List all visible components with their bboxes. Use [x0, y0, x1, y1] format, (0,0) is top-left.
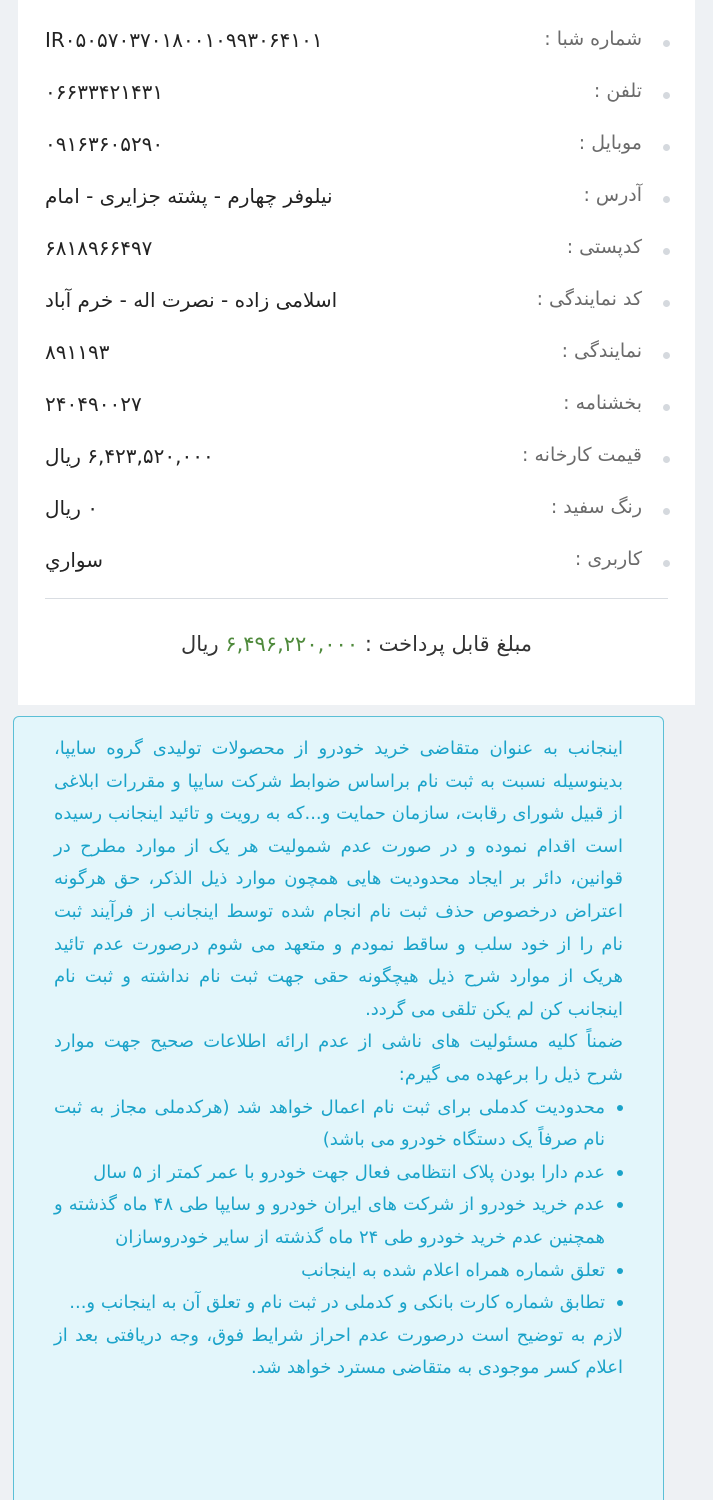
- info-label: قیمت کارخانه :: [522, 444, 642, 466]
- bullet-icon: [663, 560, 670, 567]
- info-label: شماره شبا :: [544, 28, 642, 50]
- info-row-agency: [45, 332, 670, 384]
- bullet-icon: [663, 508, 670, 515]
- bullet-icon: [663, 144, 670, 151]
- terms-footer-text: لازم به توضیح است درصورت عدم احراز شرایط فوق، وجه دریافتی بعد از اعلام کسر موجودی به متقاضی مسترد خواهد شد.: [54, 1324, 623, 1379]
- info-label: رنگ سفید :: [550, 496, 642, 518]
- info-value: ۶۸۱۸۹۶۶۴۹۷: [45, 236, 153, 260]
- info-value: ۰ ریال: [45, 496, 98, 520]
- terms-notice-box: [13, 716, 664, 1500]
- payable-amount-value: ۶,۴۹۶,۲۲۰,۰۰۰: [225, 632, 359, 656]
- info-value: نیلوفر چهارم - پشته جزایری - امام: [45, 184, 333, 208]
- info-value: ۸۹۱۱۹۳: [45, 340, 110, 364]
- info-row-circular: [45, 384, 670, 436]
- terms-condition-item: عدم خرید خودرو از شرکت های ایران خودرو و سایپا طی ۴۸ ماه گذشته و همچنین عدم خرید خودرو طی ۲۴ ماه گذشته از سایر خودروسازان: [54, 1189, 605, 1254]
- terms-conditions-list: [54, 1092, 623, 1320]
- terms-condition-item: تطابق شماره کارت بانکی و کدملی در ثبت نام و تعلق آن به اینجانب و...: [54, 1287, 605, 1320]
- info-value: سواري: [45, 548, 103, 572]
- info-label: کد نمایندگی :: [536, 288, 642, 310]
- info-row-mobile: [45, 124, 670, 176]
- payable-amount: [18, 632, 695, 656]
- info-label: کدپستی :: [566, 236, 642, 258]
- info-row-postal-code: [45, 228, 670, 280]
- order-details-card: [18, 0, 695, 705]
- terms-condition-item: تعلق شماره همراه اعلام شده به اینجانب: [54, 1255, 605, 1288]
- bullet-icon: [663, 40, 670, 47]
- terms-responsibility-text: ضمناً کلیه مسئولیت های ناشی از عدم ارائه اطلاعات صحیح جهت موارد شرح ذیل را برعهده می گیرم:: [54, 1031, 623, 1085]
- bullet-icon: [663, 456, 670, 463]
- info-value: ۲۴۰۴۹۰۰۲۷: [45, 392, 142, 416]
- info-label: بخشنامه :: [563, 392, 642, 414]
- bullet-icon: [663, 352, 670, 359]
- info-label: نمایندگی :: [561, 340, 642, 362]
- terms-intro-text: اینجانب به عنوان متقاضی خرید خودرو از محصولات تولیدی گروه سایپا، بدینوسیله نسبت به ثبت نام براساس ضوابط شرکت سایپا و مقررات ابلاغی از قبیل شورای رقابت، سازمان حمایت و...که به رویت و تائید اینجانب رسیده است اقدام نموده و در صورت عدم شمولیت هر یک از موارد مطرح در قوانین، دائر بر ایجاد محدودیت هایی همچون موارد ذیل الذکر، حق هرگونه اعتراض درخصوص حذف ثبت نام انجام شده توسط اینجانب از فرآیند ثبت نام را از خود سلب و ساقط نمودم و متعهد می شوم درصورت عدم تائید هریک از موارد شرح ذیل هیچگونه حقی جهت ثبت نام نداشته و ثبت نام اینجانب کن لم یکن تلقی می گردد.: [54, 738, 623, 1020]
- payable-amount-label: مبلغ قابل پرداخت :: [364, 632, 533, 656]
- info-row-phone: [45, 72, 670, 124]
- info-value: ۰۶۶۳۳۴۲۱۴۳۱: [45, 80, 164, 104]
- info-value: اسلامی زاده - نصرت اله - خرم آباد: [45, 288, 338, 312]
- terms-condition-item: عدم دارا بودن پلاک انتظامی فعال جهت خودرو با عمر کمتر از ۵ سال: [54, 1157, 605, 1190]
- terms-condition-item: محدودیت کدملی برای ثبت نام اعمال خواهد شد (هرکدملی مجاز به ثبت نام صرفاً یک دستگاه خودرو می باشد): [54, 1092, 605, 1157]
- info-row-color: [45, 488, 670, 540]
- info-value: ۰۹۱۶۳۶۰۵۲۹۰: [45, 132, 164, 156]
- info-row-usage: [45, 540, 670, 592]
- info-row-address: [45, 176, 670, 228]
- bullet-icon: [663, 300, 670, 307]
- info-value: ۶,۴۲۳,۵۲۰,۰۰۰ ریال: [45, 444, 214, 468]
- bullet-icon: [663, 92, 670, 99]
- bullet-icon: [663, 404, 670, 411]
- divider: [45, 598, 668, 599]
- bullet-icon: [663, 196, 670, 203]
- info-row-factory-price: [45, 436, 670, 488]
- info-label: کاربری :: [574, 548, 642, 570]
- info-value: IR۰۵۰۵۷۰۳۷۰۱۸۰۰۱۰۹۹۳۰۶۴۱۰۱: [45, 28, 323, 52]
- info-label: موبایل :: [578, 132, 642, 154]
- info-row-sheba: [45, 20, 670, 72]
- bullet-icon: [663, 248, 670, 255]
- info-label: آدرس :: [583, 184, 642, 206]
- payable-amount-unit: ریال: [180, 632, 219, 656]
- info-label: تلفن :: [593, 80, 642, 102]
- info-row-agency-code: [45, 280, 670, 332]
